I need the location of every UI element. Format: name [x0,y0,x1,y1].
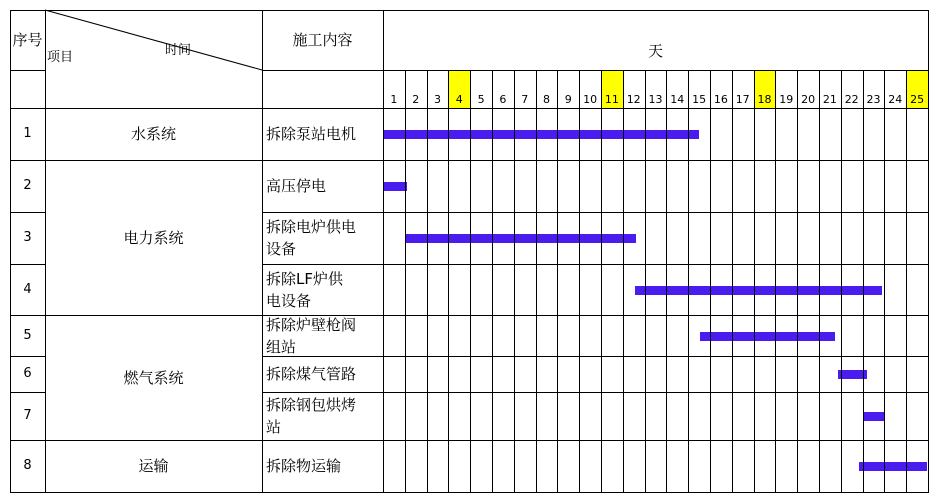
day-number: 1 [390,93,398,106]
task-content [262,108,383,160]
grid-line [45,10,46,493]
task-content [262,440,383,492]
grid-line [579,70,580,493]
day-number: 10 [583,93,598,106]
grid-line [262,10,263,493]
grid-line [732,70,733,493]
task-content-line: 站 [266,418,282,436]
day-number: 8 [542,93,550,106]
seq-header: 序号 [12,31,43,49]
row-seq: 6 [23,366,32,381]
day-number: 15 [692,93,707,106]
system-name: 电力系统 [123,228,184,247]
row-seq: 5 [23,327,32,343]
gantt-bar [635,286,882,295]
row-seq: 1 [23,126,32,141]
system-name: 水系统 [130,125,176,143]
grid-line [819,70,820,493]
task-content-line: 电设备 [266,291,312,310]
grid-line [262,356,929,357]
project-header: 项目 [47,50,74,65]
grid-line [262,392,929,393]
row-seq: 3 [23,230,32,245]
task-content [262,212,383,264]
grid-line [666,70,667,493]
task-content [262,315,383,356]
day-number: 25 [910,93,925,106]
day-number: 7 [521,93,529,106]
grid-line [601,70,602,493]
day-number: 20 [801,93,816,106]
grid-line [884,70,885,493]
gantt-bar [700,332,835,341]
task-content-line: 拆除泵站电机 [266,125,357,143]
grid-line [797,70,798,493]
grid-line [863,70,864,493]
grid-line [10,10,11,493]
grid-line [906,70,907,493]
row-seq: 7 [23,408,32,423]
system-name: 运输 [138,457,169,475]
day-number: 18 [757,93,772,106]
day-number: 3 [433,93,441,106]
grid-line [383,10,384,493]
grid-line [427,70,428,493]
gantt-bar [859,462,927,471]
grid-line [262,70,929,71]
day-number: 21 [822,93,837,106]
task-content-line: 拆除钢包烘烤 [266,396,357,414]
grid-line [536,70,537,493]
task-content [262,264,383,315]
grid-line [10,264,46,265]
grid-line [262,212,929,213]
gantt-bar [383,182,407,191]
grid-line [10,10,929,11]
grid-line [623,70,624,493]
row-seq: 2 [23,178,32,193]
day-number: 17 [735,93,750,106]
grid-line [10,356,46,357]
task-content [262,392,383,440]
day-number: 4 [455,93,463,106]
task-content-line: 拆除LF炉供 [266,269,343,288]
task-content-line: 高压停电 [266,177,327,195]
day-number: 9 [564,93,572,106]
day-number: 24 [888,93,903,106]
grid-line [405,70,406,493]
content-header: 施工内容 [292,31,353,49]
day-number: 2 [412,93,420,106]
day-number: 6 [499,93,507,106]
grid-line [514,70,515,493]
system-name: 燃气系统 [123,368,184,387]
task-content-line: 设备 [266,240,297,258]
time-header: 时间 [164,43,191,58]
task-content-line: 组站 [266,337,297,356]
grid-line [645,70,646,493]
grid-line [10,392,46,393]
row-seq: 4 [23,281,32,297]
task-content-line: 拆除电炉供电 [266,218,357,236]
grid-line [492,70,493,493]
day-number: 23 [866,93,881,106]
day-number: 5 [477,93,485,106]
grid-line [10,70,46,71]
grid-line [262,264,929,265]
task-content-line: 拆除物运输 [266,457,342,475]
gantt-bar [383,130,699,139]
grid-line [775,70,776,493]
grid-line [754,70,755,493]
day-number: 12 [626,93,641,106]
task-content-line: 拆除炉壁枪阀 [266,315,357,334]
grid-line [710,70,711,493]
task-content-line: 拆除煤气管路 [266,365,357,383]
grid-line [470,70,471,493]
task-content [262,160,383,212]
task-content [262,356,383,392]
grid-line [928,10,929,493]
day-number: 16 [713,93,728,106]
grid-line [688,70,689,493]
row-seq: 8 [23,458,32,473]
grid-line [10,212,46,213]
day-header: 天 [647,42,663,60]
gantt-bar [863,412,886,421]
grid-line [557,70,558,493]
grid-line [448,70,449,493]
day-number: 19 [779,93,794,106]
day-number: 13 [648,93,663,106]
grid-line [841,70,842,493]
day-number: 14 [670,93,685,106]
day-number: 11 [604,93,619,106]
day-number: 22 [844,93,859,106]
